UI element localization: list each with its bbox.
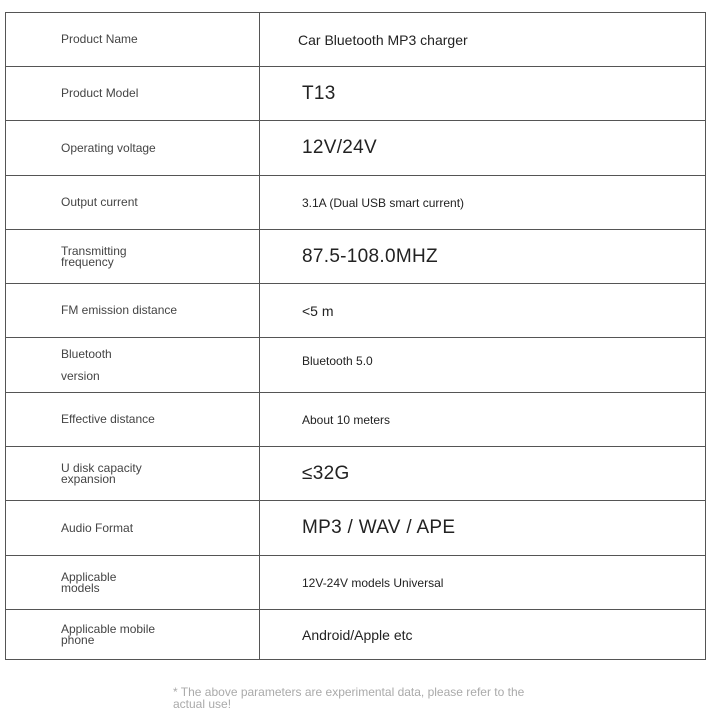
row-label (6, 447, 260, 501)
row-value: MP3 / WAV / APE (260, 501, 706, 556)
row-value: ≤32G (260, 447, 706, 501)
row-label: Product Name (6, 13, 260, 67)
table-row (6, 610, 706, 660)
spec-table (5, 12, 706, 660)
table-row (6, 338, 706, 393)
row-label (6, 338, 260, 393)
table-row (6, 121, 706, 176)
row-label: FM emission distance (6, 284, 260, 338)
row-label: Output current (6, 176, 260, 230)
row-label: Effective distance (6, 393, 260, 447)
row-label-text: U disk capacity expansion (61, 460, 142, 486)
row-value: 12V-24V models Universal (260, 556, 706, 610)
row-label-text: Applicable mobile phone (61, 621, 156, 647)
row-value: Bluetooth 5.0 (260, 338, 706, 393)
row-value: About 10 meters (260, 393, 706, 447)
table-row (6, 230, 706, 284)
table-row (6, 447, 706, 501)
row-label (6, 610, 260, 660)
table-row (6, 501, 706, 556)
row-value: 3.1A (Dual USB smart current) (260, 176, 706, 230)
disclaimer-footnote: * The above parameters are experimental data, please refer to the actual use! (173, 685, 525, 711)
table-row (6, 556, 706, 610)
row-label-text: Bluetooth version (61, 347, 112, 383)
row-value: 12V/24V (260, 121, 706, 176)
row-value: T13 (260, 67, 706, 121)
row-label-text: Applicable models (61, 569, 117, 595)
row-label-text: Transmitting frequency (61, 243, 127, 269)
table-row (6, 176, 706, 230)
row-value: 87.5-108.0MHZ (260, 230, 706, 284)
table-row (6, 67, 706, 121)
table-row (6, 393, 706, 447)
row-label: Product Model (6, 67, 260, 121)
row-label (6, 556, 260, 610)
row-value: <5 m (260, 284, 706, 338)
table-row (6, 284, 706, 338)
table-row (6, 13, 706, 67)
row-label: Audio Format (6, 501, 260, 556)
row-label (6, 230, 260, 284)
row-value: Car Bluetooth MP3 charger (260, 13, 706, 67)
row-label: Operating voltage (6, 121, 260, 176)
row-value: Android/Apple etc (260, 610, 706, 660)
